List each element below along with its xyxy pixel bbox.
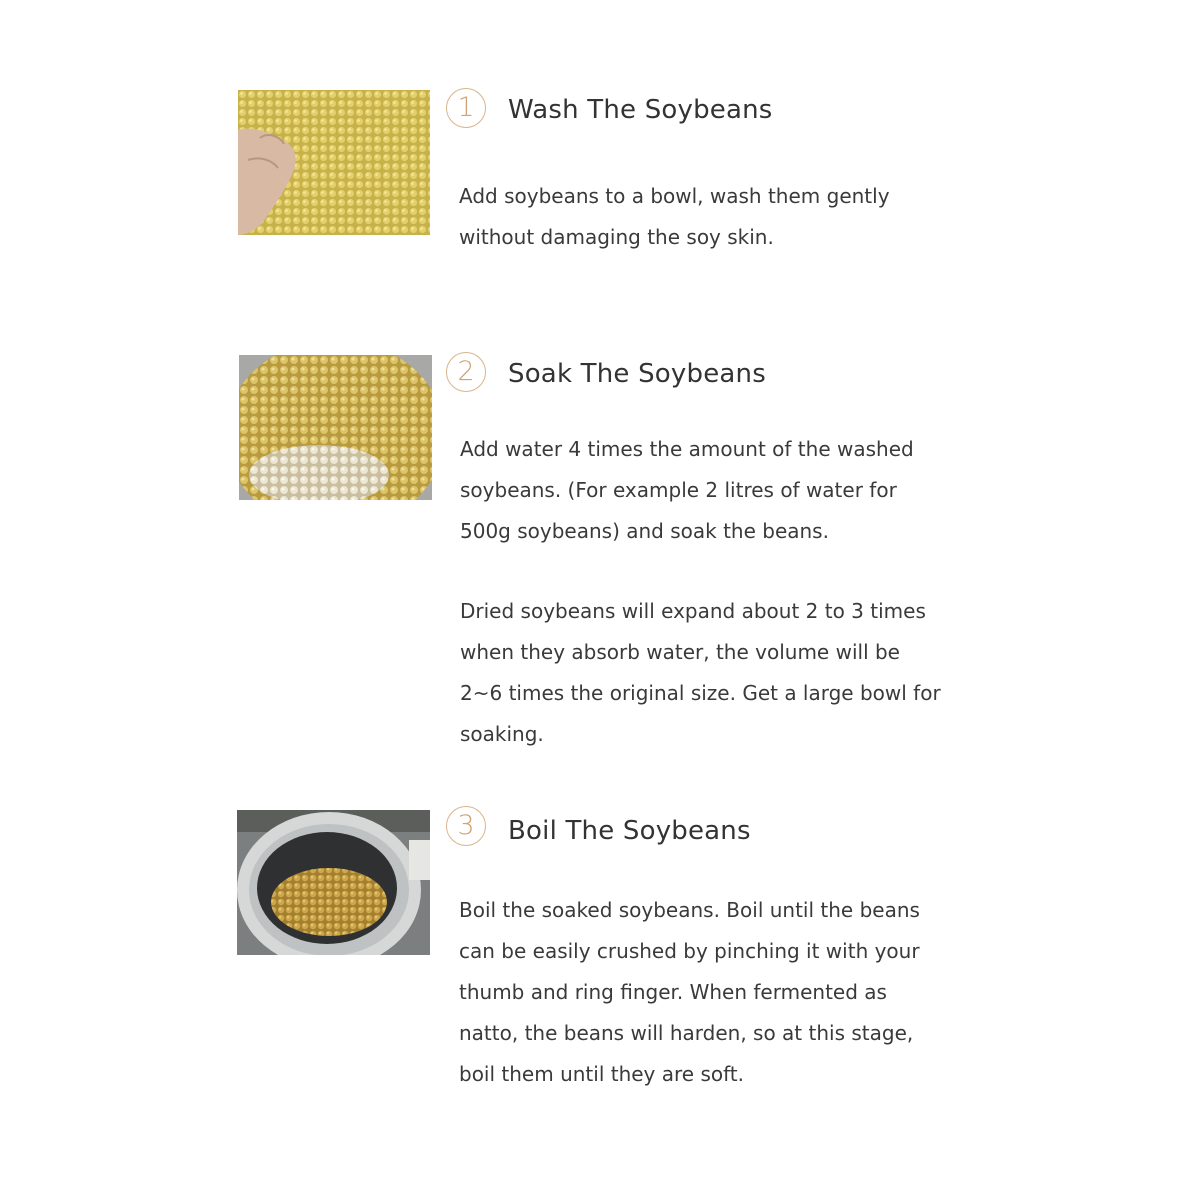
text-line: 2~6 times the original size. Get a large bowl for: [460, 681, 941, 705]
step-title: Wash The Soybeans: [508, 95, 773, 125]
text-line: thumb and ring finger. When fermented as: [459, 980, 887, 1004]
soaked-soybeans-photo: [239, 355, 432, 500]
text-line: boil them until they are soft.: [459, 1062, 744, 1086]
soybeans-in-hand-photo: [238, 90, 430, 235]
text-line: Add water 4 times the amount of the washed: [460, 437, 914, 461]
step-number-badge: 2: [446, 352, 486, 392]
step-number-badge: 1: [446, 88, 486, 128]
text-line: Dried soybeans will expand about 2 to 3 times: [460, 599, 926, 623]
text-line: soybeans. (For example 2 litres of water for: [460, 478, 897, 502]
text-line: 500g soybeans) and soak the beans.: [460, 519, 829, 543]
step-title: Soak The Soybeans: [508, 359, 766, 389]
step-description: [460, 429, 960, 552]
text-line: Boil the soaked soybeans. Boil until the beans: [459, 898, 920, 922]
step-title: Boil The Soybeans: [508, 816, 751, 846]
text-line: natto, the beans will harden, so at this stage,: [459, 1021, 914, 1045]
text-line: without damaging the soy skin.: [459, 225, 774, 249]
text-line: Add soybeans to a bowl, wash them gently: [459, 184, 890, 208]
text-line: soaking.: [460, 722, 544, 746]
step-description: [459, 890, 959, 1095]
step-description: [459, 176, 959, 258]
step-description: [460, 591, 960, 755]
text-line: when they absorb water, the volume will be: [460, 640, 900, 664]
step-number-badge: 3: [446, 806, 486, 846]
soybeans-in-pressure-cooker-photo: [237, 810, 430, 955]
text-line: can be easily crushed by pinching it with your: [459, 939, 920, 963]
